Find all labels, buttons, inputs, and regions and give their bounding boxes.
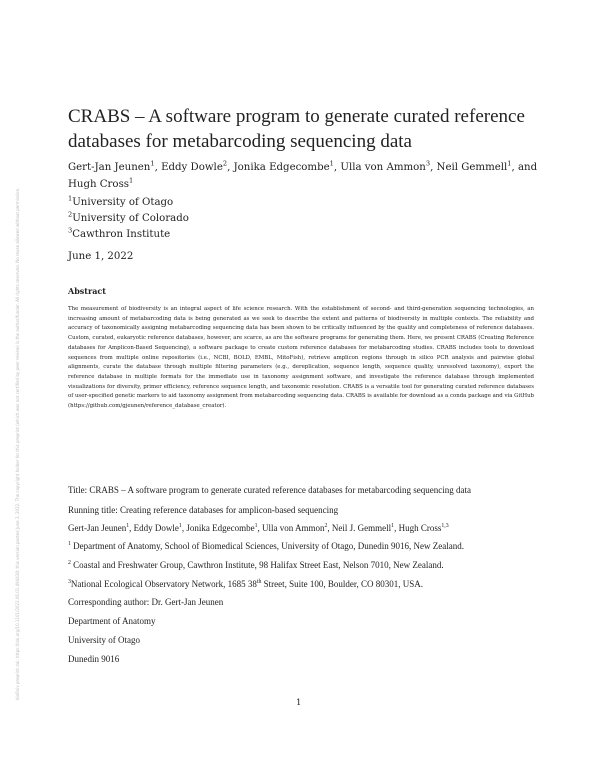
paper-title: CRABS – A software program to generate curated reference databases for metabarcoding sequencing data bbox=[68, 106, 525, 152]
affiliation-list bbox=[68, 195, 368, 243]
author: Neil Gemmell$^1$ bbox=[436, 159, 512, 173]
affiliation-detail: $^3$National Ecological Observatory Network, 1685 38th Street, Suite 100, Boulder, CO 80301, USA. bbox=[68, 579, 424, 589]
address-line: University of Otago bbox=[68, 635, 140, 645]
running-title: Running title: Creating reference databases for amplicon-based sequencing bbox=[68, 505, 339, 515]
publication-date: June 1, 2022 bbox=[68, 251, 134, 262]
affiliation-detail: $^1$ Department of Anatomy, School of Biomedical Sciences, University of Otago, Dunedin 9016, New Zealand. bbox=[68, 541, 464, 551]
preprint-margin-text: bioRxiv preprint doi: https://doi.org/10.1101/2022.06.01.494438; this version posted June 3, 2022. The copyright holder for this preprint (which was not certified by peer review) is the author/funder. All rights reserved. No reuse allowed without permission. bbox=[15, 187, 20, 700]
author: Gert-Jan Jeunen$^1$ bbox=[68, 159, 155, 173]
author-line: Gert-Jan Jeunen$^1$, Eddy Dowle$^1$, Jonika Edgecombe$^1$, Ulla von Ammon$^2$, Neil J. Gemmell$^1$, Hugh Cross$^{1,3}$ bbox=[68, 523, 449, 533]
affiliation: $^3$Cawthron Institute bbox=[68, 226, 171, 240]
affiliation: $^1$University of Otago bbox=[68, 194, 174, 208]
author: Hugh Cross$^1$ bbox=[68, 176, 134, 190]
author: Ulla von Ammon$^3$ bbox=[340, 159, 431, 173]
full-title-line: Title: CRABS – A software program to generate curated reference databases for metabarcoding sequencing data bbox=[68, 485, 472, 495]
address-line: Department of Anatomy bbox=[68, 616, 156, 626]
author: Eddy Dowle$^2$ bbox=[161, 159, 228, 173]
address-line: Dunedin 9016 bbox=[68, 654, 120, 664]
affiliation-detail: $^2$ Coastal and Freshwater Group, Cawthron Institute, 98 Halifax Street East, Nelson 7010, New Zealand. bbox=[68, 560, 444, 570]
affiliation: $^2$University of Colorado bbox=[68, 210, 189, 224]
corresponding-author: Corresponding author: Dr. Gert-Jan Jeunen bbox=[68, 597, 224, 607]
page-number: 1 bbox=[296, 698, 302, 708]
title-page-block bbox=[68, 484, 538, 664]
abstract-heading: Abstract bbox=[68, 286, 106, 296]
abstract-text: The measurement of biodiversity is an integral aspect of life science research. With the establishment of second- and third-generation sequencing technologies, an increasing amount of metabarcoding data is being generated as we seek to describe the extent and patterns of biodiversity in multiple contexts. The reliability and accuracy of taxonomically assigning metabarcoding sequencing data has been shown to be critically influenced by the quality and completeness of reference databases. Custom, curated, eukaryotic reference databases, however, are scarce, as are the software programs for generating them. Here, we present CRABS (Creating Reference databases for Amplicon-Based Sequencing), a software package to create custom reference databases for metabarcoding studies. CRABS includes tools to download sequences from multiple online repositories (i.e., NCBI, BOLD, EMBL, MitoFish), retrieve amplicon regions through in silico PCR analysis and pairwise global alignments, curate the database through multiple filtering parameters (e.g., dereplication, sequence length, sequence quality, unresolved taxonomy), export the reference database in multiple formats for the immediate use in taxonomy assignment software, and investigate the reference database through implemented visualizations for diversity, primer efficiency, reference sequence length, and taxonomic resolution. CRABS is a versatile tool for generating curated reference databases of user-specified genetic markers to aid taxonomy assignment from metabarcoding sequencing data. CRABS is available for download as a conda package and via GitHub (https://github.com/gjeunen/reference_database_creator). bbox=[68, 306, 534, 410]
author-list: Gert-Jan Jeunen$^1$, Eddy Dowle$^2$, Jonika Edgecombe$^1$, Ulla von Ammon$^3$, Neil Gemmell$^1$, and Hugh Cross$^1$ bbox=[68, 159, 538, 190]
preprint-margin-note bbox=[8, 100, 22, 700]
author: Jonika Edgecombe$^1$ bbox=[233, 159, 334, 173]
